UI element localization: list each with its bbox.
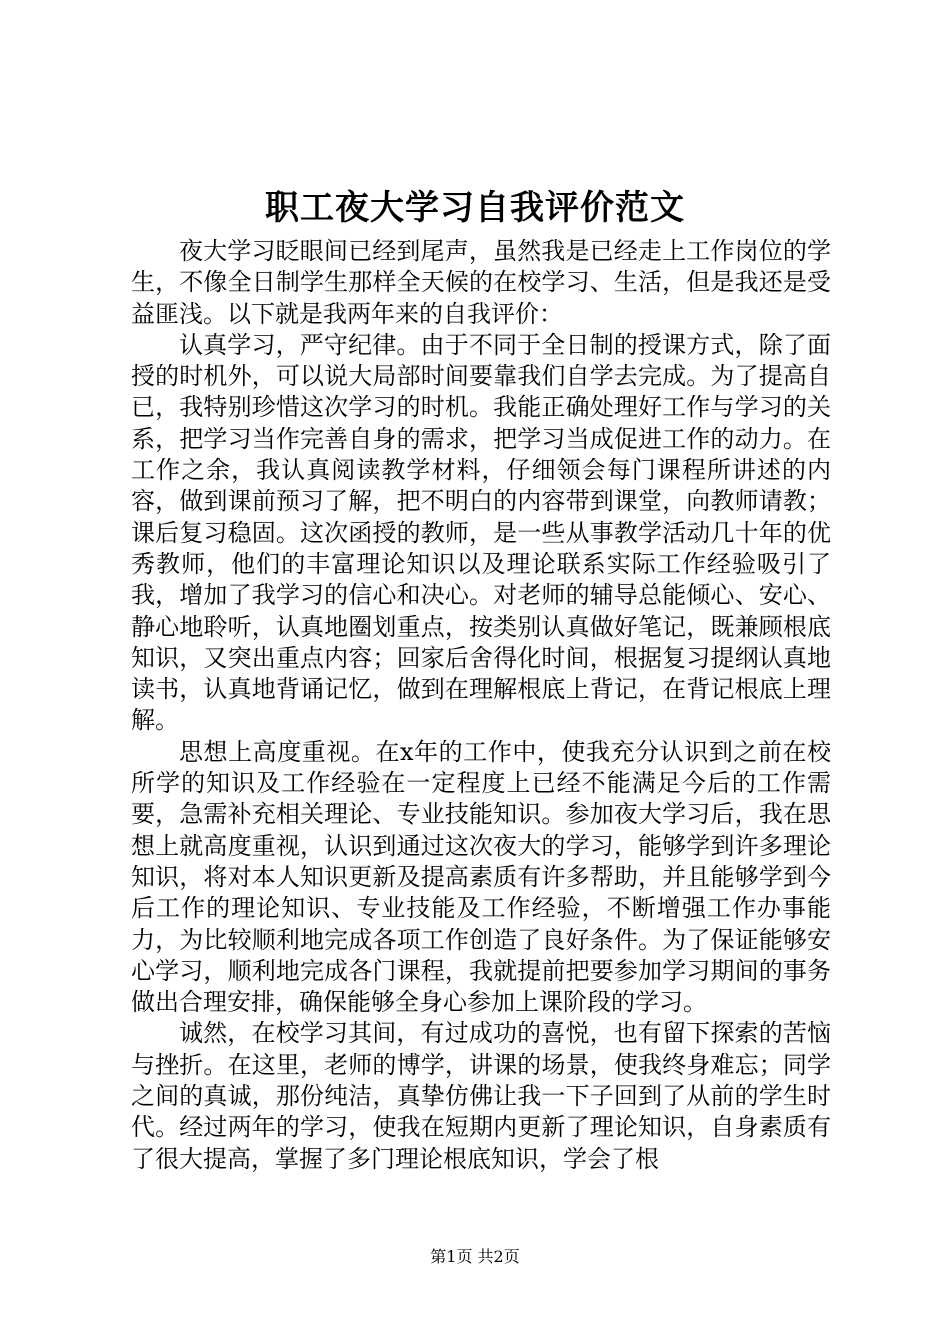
paragraph-ideological-emphasis: 思想上高度重视。在x年的工作中，使我充分认识到之前在校所学的知识及工作经验在一定程度上已经不能满足今后的工作需要，急需补充相关理论、专业技能知识。参加夜大学习后，我在思想上就高度重视，认识到通过这次夜大的学习，能够学到许多理论知识，将对本人知识更新及提高素质有许多帮助，并且能够学到今后工作的理论知识、专业技能及工作经验，不断增强工作办事能力，为比较顺利地完成各项工作创造了良好条件。为了保证能够安心学习，顺利地完成各门课程，我就提前把要参加学习期间的事务做出合理安排，确保能够全身心参加上课阶段的学习。 [131,737,831,1017]
document-title: 职工夜大学习自我评价范文 [265,188,685,228]
page-number-footer: 第1页 共2页 [430,1247,520,1266]
paragraph-study-discipline: 认真学习，严守纪律。由于不同于全日制的授课方式，除了面授的时机外，可以说大局部时间要靠我们自学去完成。为了提高自已，我特别珍惜这次学习的时机。我能正确处理好工作与学习的关系，把学习当作完善自身的需求，把学习当成促进工作的动力。在工作之余，我认真阅读教学材料，仔细领会每门课程所讲述的内容，做到课前预习了解，把不明白的内容带到课堂，向教师请教；课后复习稳固。这次函授的教师，是一些从事教学活动几十年的优秀教师，他们的丰富理论知识以及理论联系实际工作经验吸引了我，增加了我学习的信心和决心。对老师的辅导总能倾心、安心、静心地聆听，认真地圈划重点，按类别认真做好笔记，既兼顾根底知识，又突出重点内容；回家后舍得化时间，根据复习提纲认真地读书，认真地背诵记忆，做到在理解根底上背记，在背记根底上理解。 [131,330,831,735]
document-body [131,236,831,1175]
paragraph-reflection: 诚然，在校学习其间，有过成功的喜悦，也有留下探索的苦恼与挫折。在这里，老师的博学，讲课的场景，使我终身难忘；同学之间的真诚，那份纯洁，真挚仿佛让我一下子回到了从前的学生时代。经过两年的学习，使我在短期内更新了理论知识，自身素质有了很大提高，掌握了多门理论根底知识，学会了根 [131,1019,831,1173]
paragraph-intro: 夜大学习眨眼间已经到尾声，虽然我是已经走上工作岗位的学生，不像全日制学生那样全天候的在校学习、生活，但是我还是受益匪浅。以下就是我两年来的自我评价： [131,237,831,328]
